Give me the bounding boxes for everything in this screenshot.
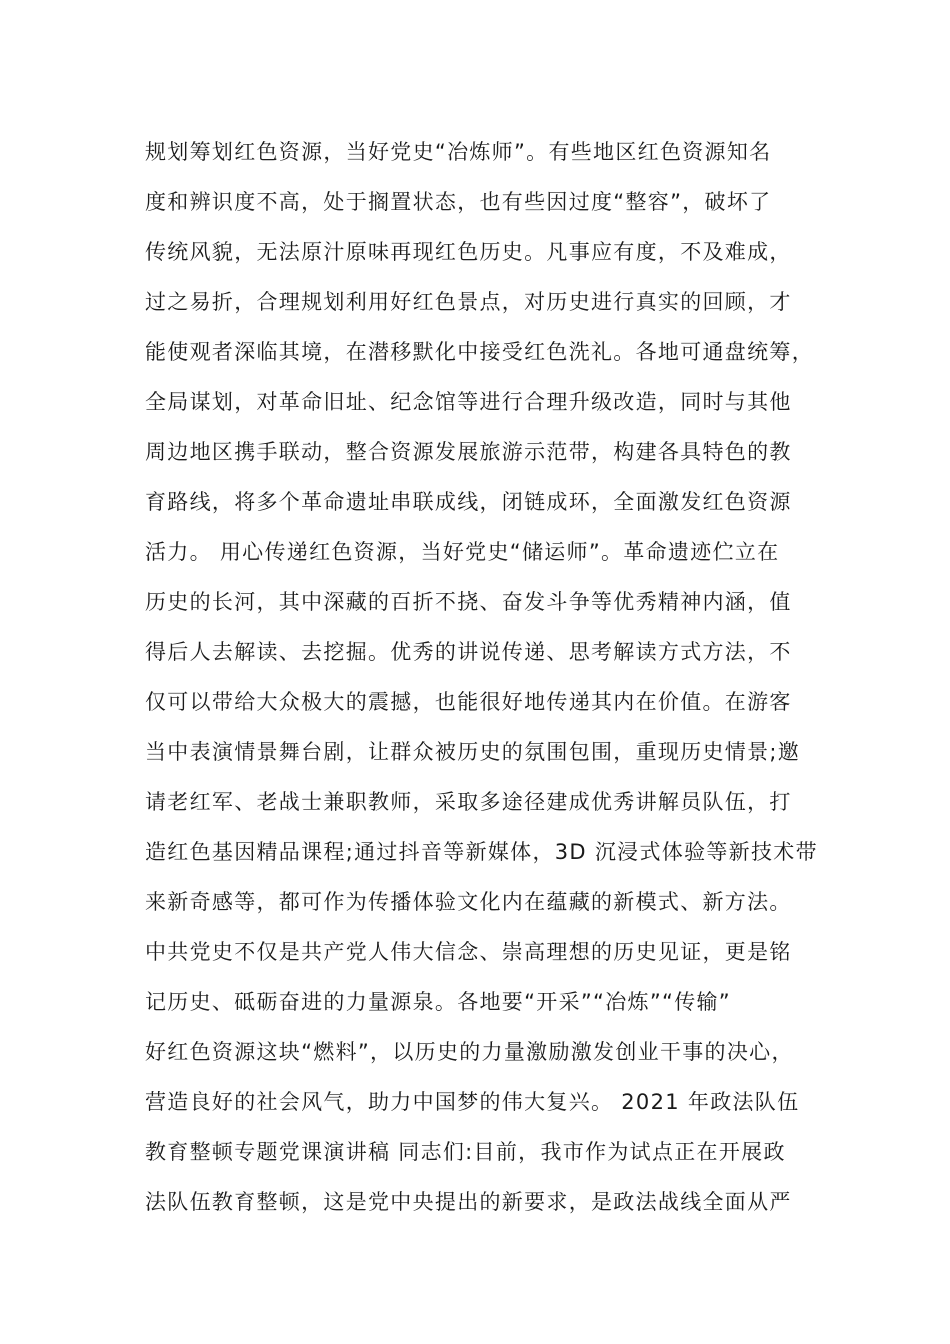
text-line: 请老红军、老战士兼职教师，采取多途径建成优秀讲解员队伍，打	[145, 790, 792, 814]
text-line: 传统风貌，无法原汁原味再现红色历史。凡事应有度，不及难成，	[145, 240, 792, 264]
body-text	[145, 134, 825, 1234]
text-line: 中共党史不仅是共产党人伟大信念、崇高理想的历史见证，更是铭	[145, 940, 792, 964]
text-line: 好红色资源这块“燃料”，以历史的力量激励激发创业干事的决心，	[145, 1040, 794, 1064]
text-line: 得后人去解读、去挖掘。优秀的讲说传递、思考解读方式方法，不	[145, 640, 792, 664]
text-line: 仅可以带给大众极大的震撼，也能很好地传递其内在价值。在游客	[145, 690, 792, 714]
text-line: 规划筹划红色资源，当好党史“冶炼师”。有些地区红色资源知名	[145, 140, 772, 164]
text-line: 教育整顿专题党课演讲稿 同志们:目前，我市作为试点正在开展政	[145, 1140, 786, 1164]
text-line: 来新奇感等，都可作为传播体验文化内在蕴藏的新模式、新方法。	[145, 890, 792, 914]
text-line: 周边地区携手联动，整合资源发展旅游示范带，构建各具特色的教	[145, 440, 792, 464]
text-line: 能使观者深临其境，在潜移默化中接受红色洗礼。各地可通盘统筹，	[145, 340, 814, 364]
text-line: 记历史、砥砺奋进的力量源泉。各地要“开采”“冶炼”“传输”	[145, 990, 731, 1014]
text-line: 造红色基因精品课程;通过抖音等新媒体，3D 沉浸式体验等新技术带	[145, 840, 818, 864]
text-line: 法队伍教育整顿，这是党中央提出的新要求，是政法战线全面从严	[145, 1190, 792, 1214]
text-line: 过之易折，合理规划利用好红色景点，对历史进行真实的回顾，才	[145, 290, 792, 314]
text-line: 当中表演情景舞台剧，让群众被历史的氛围包围，重现历史情景;邀	[145, 740, 801, 764]
text-line: 历史的长河，其中深藏的百折不挠、奋发斗争等优秀精神内涵，值	[145, 590, 792, 614]
text-line: 活力。 用心传递红色资源，当好党史“储运师”。革命遗迹伫立在	[145, 540, 780, 564]
text-line: 全局谋划，对革命旧址、纪念馆等进行合理升级改造，同时与其他	[145, 390, 792, 414]
text-line: 营造良好的社会风气，助力中国梦的伟大复兴。 2021 年政法队伍	[145, 1090, 800, 1114]
text-line: 育路线，将多个革命遗址串联成线，闭链成环，全面激发红色资源	[145, 490, 792, 514]
text-line: 度和辨识度不高，处于搁置状态，也有些因过度“整容”，破坏了	[145, 190, 772, 214]
